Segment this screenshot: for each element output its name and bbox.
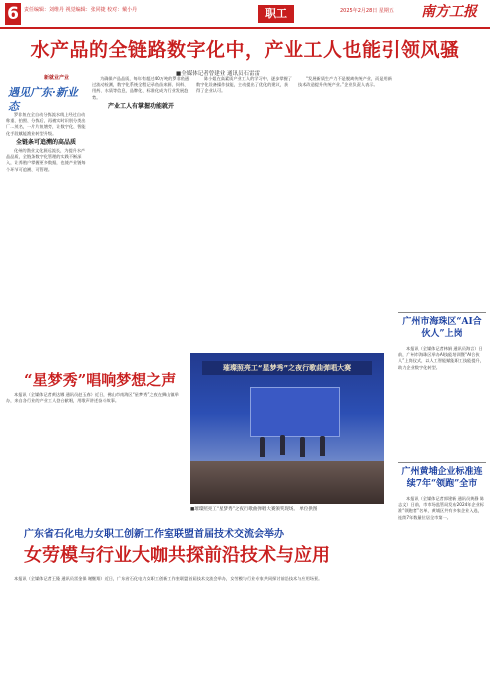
event-photo [190,353,384,504]
photo-person [320,436,325,456]
paragraph: 为确保产品品质，每年有超过40万吨的罗非鱼通过流动检测，数字化系统全程记录鱼苗来源、饲料、用药、水质等信息，品牌化、标准化成为行业发展趋势。 [92,76,190,100]
right-story-1-headline: 广州市海珠区“AI合伙人”上岗 [402,317,482,339]
photo-person [260,437,265,457]
article-column-1 [6,112,86,173]
main-headline: 水产品的全链路数字化中，产业工人也能引领风骚 [30,39,460,61]
page-number: 6 [5,3,21,25]
page-header [0,0,490,34]
photo-person [300,437,305,457]
bottom-story-headline: 女劳模与行业大咖共探前沿技术与应用 [24,545,330,566]
story-body [6,392,182,404]
subheading: 产业工人有掌握功能就开 [107,102,174,110]
photo-stage [250,387,340,437]
paragraph: 罗非鱼在全自动分拣流水线上经过自动称重、拍照、分拣后，再被实时识别分类出厂…茂名，一片片鱼塘旁，让数字化、智能化手段赋能渔业转型升级。 [6,112,86,136]
paragraph: 化州的渔业文化源远流长，为提升水产品品质，全链条数字化管理的实践不断深入，让养殖户掌握更多数据，也使产业链每个环节可追溯、可管理。 [6,148,86,172]
section-label: 职工 [258,5,294,23]
divider [398,312,486,313]
photo-audience [190,461,384,504]
article-column-3 [196,76,292,95]
photo-person [280,435,285,455]
photo-banner-text: 璀璨照亮工“星梦秀”之夜行歌曲弹唱大赛 [202,361,372,375]
paragraph: 本报讯（全媒体记者林娟 通讯员海言）日前，广州市海珠区举办AI技能培训暨“AI合伙人”上岗仪式，以人工智能赋能职工技能提升，助力企业数字化转型。 [398,346,484,370]
paragraph: 本报讯（全媒体记者王隆 通讯员雷金保 谢继翔）近日，广东省石化电力女职工创新工作室联盟首届技术交流会举办，女劳模与行业专家共同探讨前沿技术与应用场景。 [14,576,323,581]
column-logo-small: 新就业产业 [44,75,70,81]
photo-caption: ■璀璨照亮工“星梦秀”之夜行歌曲弹唱大赛颁奖现场。 单位供图 [190,507,318,512]
main-byline: ■全媒体记者曾建业 通讯员石雷雷 [176,71,260,77]
column-logo-title: 遇见广东·新业态 [8,86,78,113]
subheading: 全链条可追溯的高品质 [15,138,76,146]
issue-date: 2025年2月28日 星期五 [340,8,394,14]
bottom-story-body [6,576,394,582]
article-column-4 [298,76,394,88]
right-story-2-headline: 广州黄埔企业标准连续7年“领跑”全市 [401,467,483,489]
article-column-2 [92,76,190,112]
bottom-story-header [0,522,394,572]
newspaper-logo: 南方工报 [421,4,477,20]
story-headline: “星梦秀”唱响梦想之声 [24,371,177,389]
bottom-story-subtitle: 广东省石化电力女职工创新工作室联盟首届技术交流会举办 [24,529,284,540]
column-logo [6,72,88,113]
paragraph: “发展新质生产力不是脱离传统产业，而是用新技术改造提升传统产业。”企业负责人表示。 [298,76,392,88]
paragraph: 陈小姐在高素质产业工人的学习中，逐步掌握了数字化设备操作技能，主动提出了优化的建议，获得了企业认可。 [196,76,292,94]
paragraph: 本报讯（全媒体记者黄达娜 通讯员赵玉春）近日，佛山市南海区“星梦秀”之夜在狮山镇举办，来自各行业的产业工人登台献唱，用歌声讲述奋斗故事。 [6,392,179,404]
right-story-1-body [398,346,486,371]
divider [398,462,486,463]
paragraph: 本报讯（全媒体记者郭建新 通讯员黄静 陈志文）日前，市市场监管局发布2024年企业标准“领跑者”名单，黄埔区共有多家企业入选，连续7年数量位居全市第一。 [398,496,485,520]
header-divider [0,27,490,29]
editor-credits: 责任编辑：刘维丹 视觉编辑：张同捷 校对：戴小丹 [24,7,138,13]
right-story-2-body [398,496,486,521]
